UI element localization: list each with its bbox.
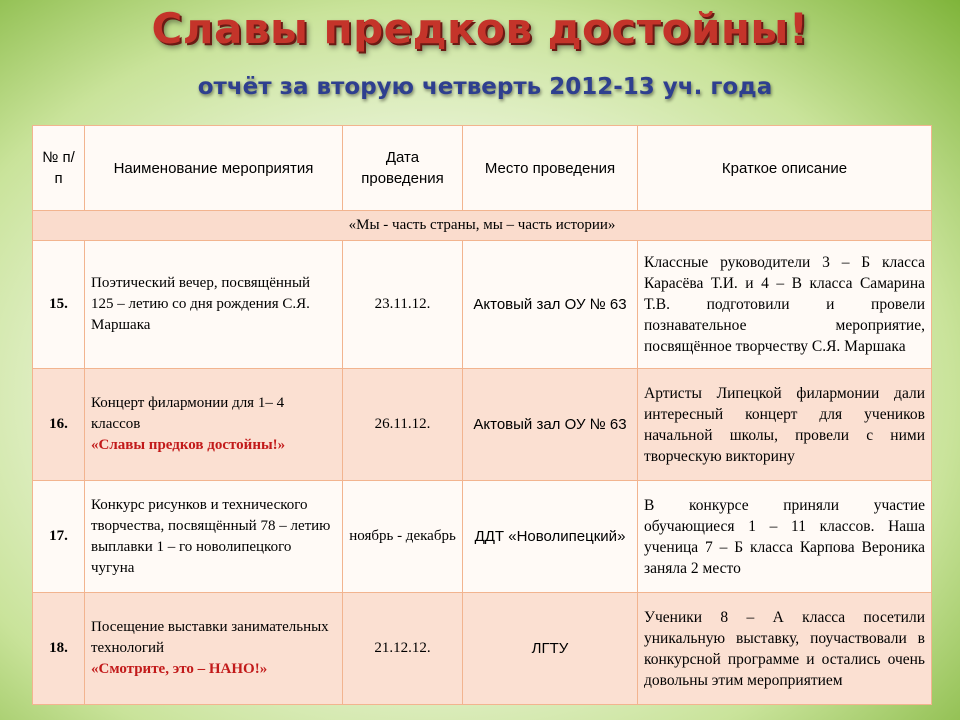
table-row (33, 241, 932, 369)
table-row (33, 369, 932, 481)
row-desc: В конкурсе приняли участие обучающиеся 1 – 11 классов. Наша ученица 7 – Б класса Карпова Вероника заняла 2 место (638, 481, 932, 593)
row-date: 21.12.12. (343, 593, 463, 705)
row-place: Актовый зал ОУ № 63 (463, 369, 638, 481)
row-desc: Ученики 8 – А класса посетили уникальную выставку, поучаствовали в конкурсной программе и остались очень довольны этим мероприятием (638, 593, 932, 705)
event-name: Концерт филармонии для 1– 4 классов (91, 395, 285, 432)
row-desc: Классные руководители 3 – Б класса Карасёва Т.И. и 4 – В класса Самарина Т.В. подготовили и провели познавательное мероприятие, посвящённое творчеству С.Я. Маршака (638, 241, 932, 369)
table-header-row (33, 126, 932, 211)
row-desc: Артисты Липецкой филармонии дали интересный концерт для учеников начальной школы, провели с ними творческую викторину (638, 369, 932, 481)
header-desc: Краткое описание (638, 126, 932, 211)
row-num: 15. (33, 241, 85, 369)
row-place: ЛГТУ (463, 593, 638, 705)
row-num: 17. (33, 481, 85, 593)
section-row (33, 211, 932, 241)
header-date: Дата проведения (343, 126, 463, 211)
events-table (32, 125, 932, 705)
header-num: № п/п (33, 126, 85, 211)
row-name (85, 241, 343, 369)
row-num: 18. (33, 593, 85, 705)
row-name (85, 481, 343, 593)
table-row (33, 481, 932, 593)
event-highlight: «Славы предков достойны!» (91, 437, 286, 453)
event-name: Посещение выставки занимательных технологий (91, 619, 329, 656)
row-date: 23.11.12. (343, 241, 463, 369)
row-num: 16. (33, 369, 85, 481)
row-place: ДДТ «Новолипецкий» (463, 481, 638, 593)
row-date: ноябрь - декабрь (343, 481, 463, 593)
event-name: Конкурс рисунков и технического творчества, посвящённый 78 – летию выплавки 1 – го новолипецкого чугуна (91, 496, 331, 576)
page-title: Славы предков достойны! (151, 4, 809, 53)
row-date: 26.11.12. (343, 369, 463, 481)
row-name (85, 369, 343, 481)
table-row (33, 593, 932, 705)
row-name (85, 593, 343, 705)
row-place: Актовый зал ОУ № 63 (463, 241, 638, 369)
event-name: Поэтический вечер, посвящённый 125 – летию со дня рождения С.Я. Маршака (91, 275, 311, 333)
section-title: «Мы - часть страны, мы – часть истории» (33, 211, 932, 241)
header-place: Место проведения (463, 126, 638, 211)
event-highlight: «Смотрите, это – НАНО!» (91, 661, 268, 677)
header-name: Наименование мероприятия (85, 126, 343, 211)
page-subtitle: отчёт за вторую четверть 2012-13 уч. года (197, 74, 773, 100)
